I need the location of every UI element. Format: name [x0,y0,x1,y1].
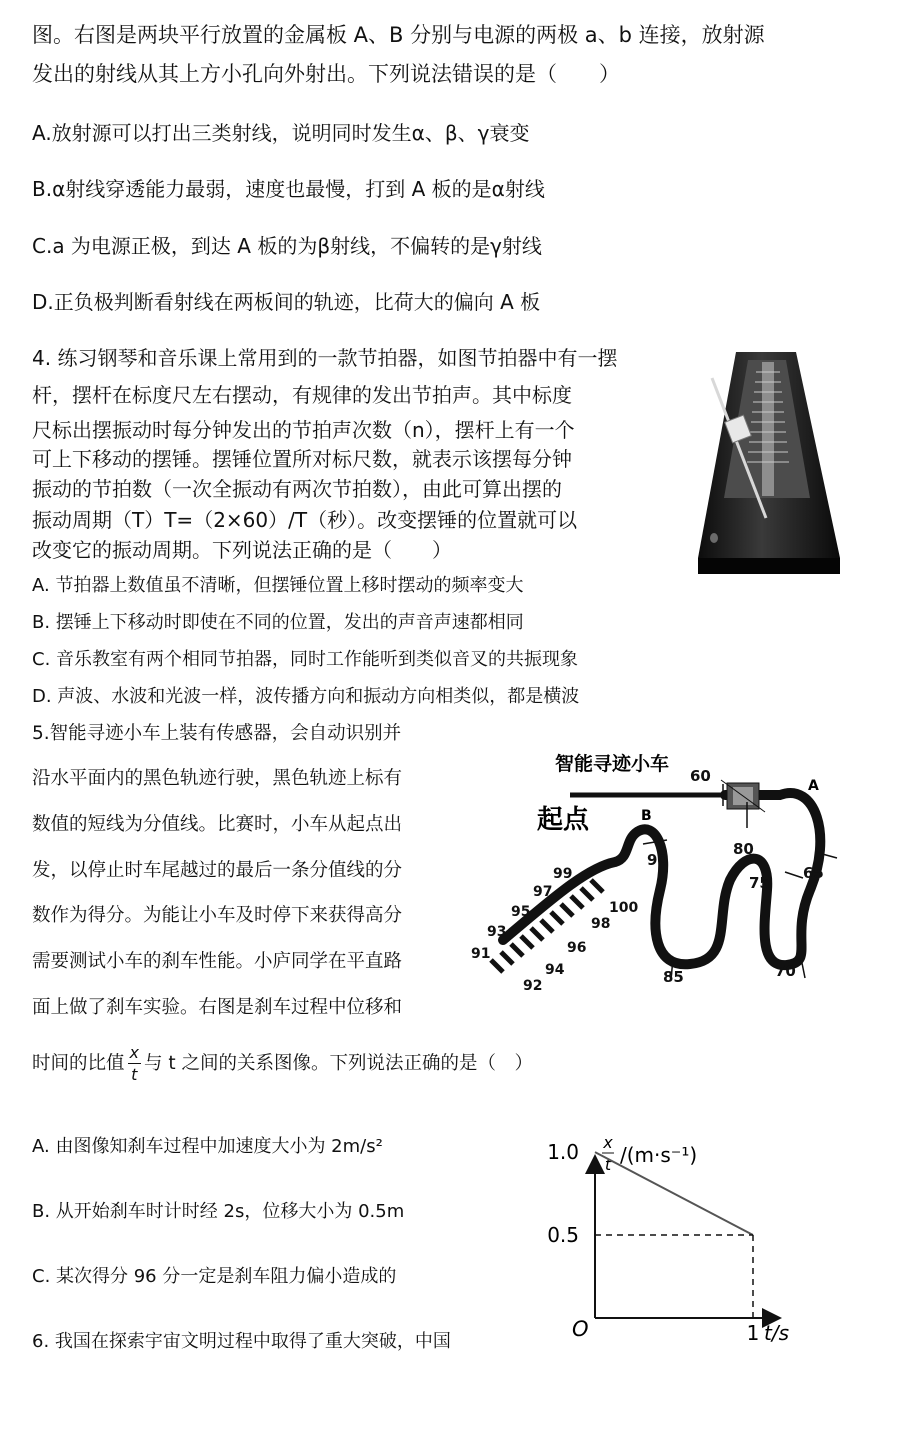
q4-stem-line1: 4. 练习钢琴和音乐课上常用到的一款节拍器，如图节拍器中有一摆 [32,346,618,370]
q5-option-c: C. 某次得分 96 分一定是刹车阻力偏小造成的 [32,1266,397,1287]
y-tick-label: 0.5 [547,1223,579,1248]
track-title: 智能寻迹小车 [555,753,670,775]
x-tick-label: 1 [746,1321,760,1345]
q5-line8-prefix: 时间的比值 [32,1053,125,1074]
q4-option-c: C. 音乐教室有两个相同节拍器，同时工作能听到类似音叉的共振现象 [32,649,579,670]
q3-option-b: B.α射线穿透能力最弱，速度也最慢，打到 A 板的是α射线 [32,177,545,201]
q5-stem-line7: 面上做了刹车实验。右图是刹车过程中位移和 [32,997,403,1018]
q4-stem-line4: 可上下移动的摆锤。摆锤位置所对标尺数，就表示该摆每分钟 [32,447,572,471]
q5-option-b: B. 从开始刹车时计时经 2s，位移大小为 0.5m [32,1201,405,1222]
svg-text:93: 93 [487,924,507,940]
q4-option-d: D. 声波、水波和光波一样，波传播方向和振动方向相类似，都是横波 [32,686,580,707]
xt-graph [520,1128,810,1358]
svg-text:97: 97 [533,884,553,900]
q3-stem-line1: 图。右图是两块平行放置的金属板 A、B 分别与电源的两极 a、b 连接，放射源 [32,23,765,47]
q3-stem-line2: 发出的射线从其上方小孔向外射出。下列说法错误的是（ ） [32,62,620,86]
svg-text:100: 100 [609,900,639,916]
svg-text:99: 99 [553,866,573,882]
svg-text:91: 91 [471,946,491,962]
q5-stem-line5: 数作为得分。为能让小车及时停下来获得高分 [32,905,403,926]
metronome-illustration [690,348,846,576]
q5-stem-line8 [32,1045,533,1083]
svg-text:85: 85 [663,968,684,986]
svg-text:65: 65 [803,864,824,882]
q4-option-a: A. 节拍器上数值虽不清晰，但摆锤位置上移时摆动的频率变大 [32,575,524,596]
q3-option-c: C.a 为电源正极，到达 A 板的为β射线，不偏转的是γ射线 [32,234,542,258]
q5-option-a: A. 由图像知刹车过程中加速度大小为 2m/s² [32,1136,383,1157]
q3-option-a: A.放射源可以打出三类射线，说明同时发生α、β、γ衰变 [32,121,530,145]
svg-text:75: 75 [749,874,770,892]
q5-stem-line6: 需要测试小车的刹车性能。小庐同学在平直路 [32,951,403,972]
y-label-den: t [604,1155,612,1174]
q4-stem-line6: 振动周期（T）T=（2×60）/T（秒）。改变摆锤的位置就可以 [32,508,578,532]
q5-stem-line3: 数值的短线为分值线。比赛时，小车从起点出 [32,814,403,835]
svg-text:98: 98 [591,916,611,932]
svg-text:92: 92 [523,978,543,994]
svg-text:60: 60 [690,767,711,785]
q3-option-d: D.正负极判断看射线在两板间的轨迹，比荷大的偏向 A 板 [32,290,541,314]
origin-label: O [572,1317,589,1341]
q4-stem-line5: 振动的节拍数（一次全振动有两次节拍数），由此可算出摆的 [32,477,562,501]
q4-option-b: B. 摆锤上下移动时即使在不同的位置，发出的声音声速都相同 [32,612,524,633]
x-over-t-fraction: $\frac{x}{t}$ [129,1043,139,1084]
q4-stem-line2: 杆，摆杆在标度尺左右摆动，有规律的发出节拍声。其中标度 [32,383,572,407]
q5-line8-suffix: 与 t 之间的关系图像。下列说法正确的是（ ） [143,1053,534,1074]
svg-text:95: 95 [511,904,531,920]
y-label-num: x [603,1133,613,1152]
q5-stem-line2: 沿水平面内的黑色轨迹行驶，黑色轨迹上标有 [32,768,403,789]
q5-stem-line1: 5.智能寻迹小车上装有传感器，会自动识别并 [32,723,402,744]
svg-text:94: 94 [545,962,565,978]
track-diagram [465,740,850,1010]
svg-text:90: 90 [647,851,668,869]
y-axis-unit: /(m·s⁻¹) [620,1143,698,1167]
svg-text:96: 96 [567,940,587,956]
q4-stem-line3: 尺标出摆振动时每分钟发出的节拍声次数（n），摆杆上有一个 [32,418,575,442]
q6-stem-line1: 6. 我国在探索宇宙文明过程中取得了重大突破，中国 [32,1331,451,1352]
track-label-a: A [808,778,819,794]
q5-stem-line4: 发，以停止时车尾越过的最后一条分值线的分 [32,860,403,881]
q4-stem-line7: 改变它的振动周期。下列说法正确的是（ ） [32,538,452,562]
car-icon [721,780,765,812]
y-tick-label: 1.0 [547,1140,579,1165]
track-start-label: 起点 [537,805,590,835]
x-axis-label: t/s [764,1321,789,1345]
svg-text:80: 80 [733,840,754,858]
track-label-b: B [641,808,652,824]
svg-text:70: 70 [775,962,796,980]
